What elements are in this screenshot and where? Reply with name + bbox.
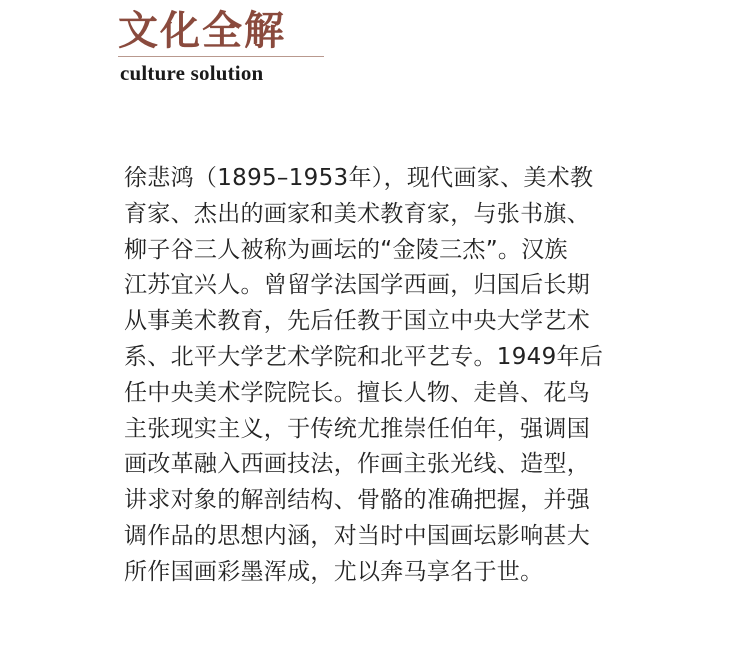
title-divider — [118, 56, 324, 57]
article-line: 柳子谷三人被称为画坛的“金陵三杰”。汉族 — [124, 236, 568, 263]
article-line: 从事美术教育，先后任教于国立中央大学艺术 — [124, 308, 590, 335]
article-paragraph — [124, 161, 664, 591]
article-line: 调作品的思想内涵，对当时中国画坛影响甚大 — [124, 522, 590, 549]
section-title-english: culture solution — [120, 61, 264, 85]
article-line: 系、北平大学艺术学院和北平艺专。1949年后 — [124, 343, 604, 370]
article-line: 所作国画彩墨浑成，尤以奔马享名于世。 — [124, 558, 544, 585]
article-line: 画改革融入西画技法，作画主张光线、造型， — [124, 451, 590, 478]
section-title-chinese: 文化全解 — [118, 7, 286, 54]
article-line: 徐悲鸿（1895–1953年），现代画家、美术教 — [124, 165, 594, 191]
article-line: 任中央美术学院院长。擅长人物、走兽、花鸟 — [124, 379, 590, 406]
section-header — [118, 6, 328, 87]
article-line: 讲求对象的解剖结构、骨骼的准确把握，并强 — [124, 487, 590, 514]
article-line: 江苏宜兴人。曾留学法国学西画，归国后长期 — [124, 272, 590, 299]
article-line: 育家、杰出的画家和美术教育家，与张书旗、 — [124, 200, 590, 227]
article-line: 主张现实主义，于传统尤推崇任伯年，强调国 — [124, 415, 590, 442]
